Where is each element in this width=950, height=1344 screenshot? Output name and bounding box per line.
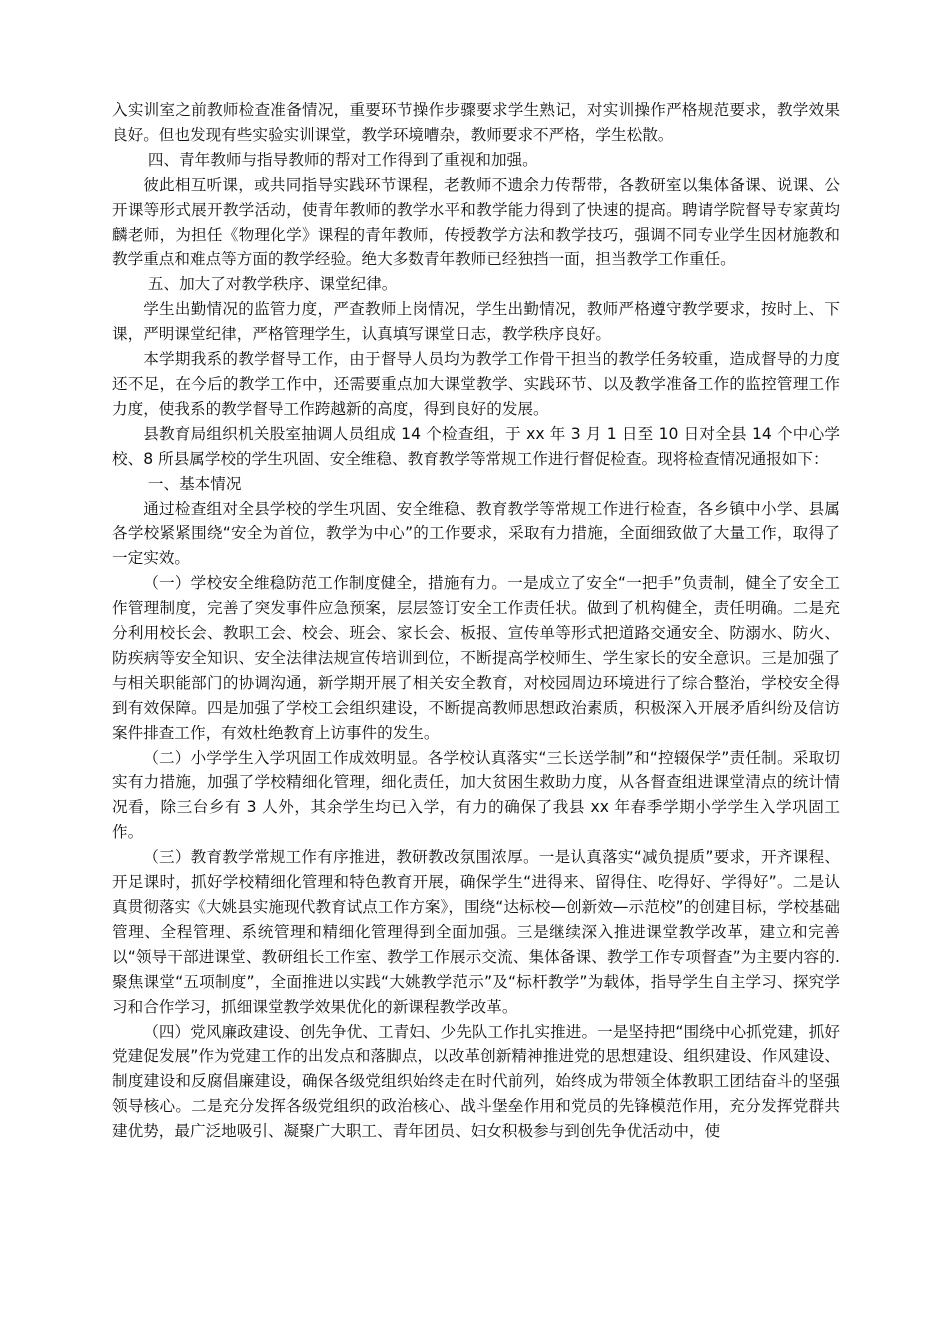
paragraph-mentoring: 彼此相互听课，或共同指导实践环节课程，老教师不遗余力传帮带，各教研室以集体备课、说课、公开课等形式展开教学活动，使青年教师的教学水平和教学能力得到了快速的提高。聘请学院督导专家黄均麟老师，为担任《物理化学》课程的青年教师，传授教学方法和教学技巧，强调不同专业学生因材施教和教学重点和难点等方面的教学经验。绝大多数青年教师已经独挡一面，担当教学工作重任。 — [112, 175, 840, 269]
paragraph-attendance: 学生出勤情况的监管力度，严查教师上岗情况，学生出勤情况，教师严格遵守教学要求，按时上、下课，严明课堂纪律，严格管理学生，认真填写课堂日志，教学秩序良好。 — [112, 300, 840, 344]
paragraph-teaching: （三）教育教学常规工作有序推进，教研教改氛围浓厚。一是认真落实“减负提质”要求，开齐课程、开足课时，抓好学校精细化管理和特色教育开展，确保学生“进得来、留得住、吃得好、学得好”。二是认真贯彻落实《大姚县实施现代教育试点工作方案》，围绕“达标校—创新效—示范校”的创建目标，学校基础管理、全程管理、系统管理和精细化管理得到全面加强。三是继续深入推进课堂教学改革，建立和完善以“领导干部进课堂、教研组长工作室、教学工作展示交流、集体备课、教学工作专项督查”为主要内容的.聚焦课堂“五项制度”，全面推进以实践“大姚教学范示”及“标杆教学”为载体，指导学生自主学习、探究学习和合作学习，抓细课堂教学效果优化的新课程教学改革。 — [112, 848, 840, 1016]
paragraph-party: （四）党风廉政建设、创先争优、工青妇、少先队工作扎实推进。一是坚持把“围绕中心抓党建，抓好党建促发展”作为党建工作的出发点和落脚点，以改革创新精神推进党的思想建设、组织建设、作风建设、制度建设和反腐倡廉建设，确保各级党组织始终走在时代前列，始终成为带领全体教职工团结奋斗的坚强领导核心。二是充分发挥各级党组织的政治核心、战斗堡垒作用和党员的先锋模范作用，充分发挥党群共建优势，最广泛地吸引、凝聚广大职工、青年团员、妇女积极参与到创先争优活动中，使 — [112, 1022, 840, 1141]
section-heading-five: 五、加大了对教学秩序、课堂纪律。 — [147, 275, 398, 294]
section-heading-basic: 一、基本情况 — [147, 474, 242, 493]
paragraph-continued: 入实训室之前教师检查准备情况，重要环节操作步骤要求学生熟记，对实训操作严格规范要求，教学效果良好。但也发现有些实验实训课堂，教学环境嘈杂，教师要求不严格，学生松散。 — [112, 101, 840, 144]
paragraph-enrollment: （二）小学学生入学巩固工作成效明显。各学校认真落实“三长送学制”和“控辍保学”责任制。采取切实有力措施，加强了学校精细化管理，细化责任，加大贫困生救助力度，从各督查组进课堂清点的统计情况看，除三台乡有 3 人外，其余学生均已入学，有力的确保了我县 xx 年春季学期小学学生入学巩固工作。 — [112, 748, 840, 842]
document-page — [112, 98, 840, 1144]
paragraph-overview: 通过检查组对全县学校的学生巩固、安全维稳、教育教学等常规工作进行检查，各乡镇中小学、县属各学校紧紧围绕“安全为首位，教学为中心”的工作要求，采取有力措施，全面细致做了大量工作，取得了一定实效。 — [112, 499, 840, 568]
paragraph-inspection-intro: 县教育局组织机关股室抽调人员组成 14 个检查组，于 xx 年 3 月 1 日至 10 日对全县 14 个中心学校、8 所县属学校的学生巩固、安全维稳、教育教学等常规工作进行督促检查。现将检查情况通报如下： — [112, 424, 840, 468]
paragraph-safety: （一）学校安全维稳防范工作制度健全，措施有力。一是成立了安全“一把手”负责制，健全了安全工作管理制度，完善了突发事件应急预案，层层签订安全工作责任状。做到了机构健全，责任明确。二是充分利用校长会、教职工会、校会、班会、家长会、板报、宣传单等形式把道路交通安全、防溺水、防火、防疾病等安全知识、安全法律法规宣传培训到位，不断提高学校师生、学生家长的安全意识。三是加强了与相关职能部门的协调沟通，新学期开展了相关安全教育，对校园周边环境进行了综合整治，学校安全得到有效保障。四是加强了学校工会组织建设，不断提高教师思想政治素质，积极深入开展矛盾纠纷及信访案件排查工作，有效杜绝教育上访事件的发生。 — [112, 574, 840, 742]
section-heading-four: 四、青年教师与指导教师的帮对工作得到了重视和加强。 — [147, 150, 538, 169]
paragraph-supervision: 本学期我系的教学督导工作，由于督导人员均为教学工作骨干担当的教学任务较重，造成督导的力度还不足，在今后的教学工作中，还需要重点加大课堂教学、实践环节、以及教学准备工作的监控管理工作力度，使我系的教学督导工作跨越新的高度，得到良好的发展。 — [112, 350, 840, 418]
